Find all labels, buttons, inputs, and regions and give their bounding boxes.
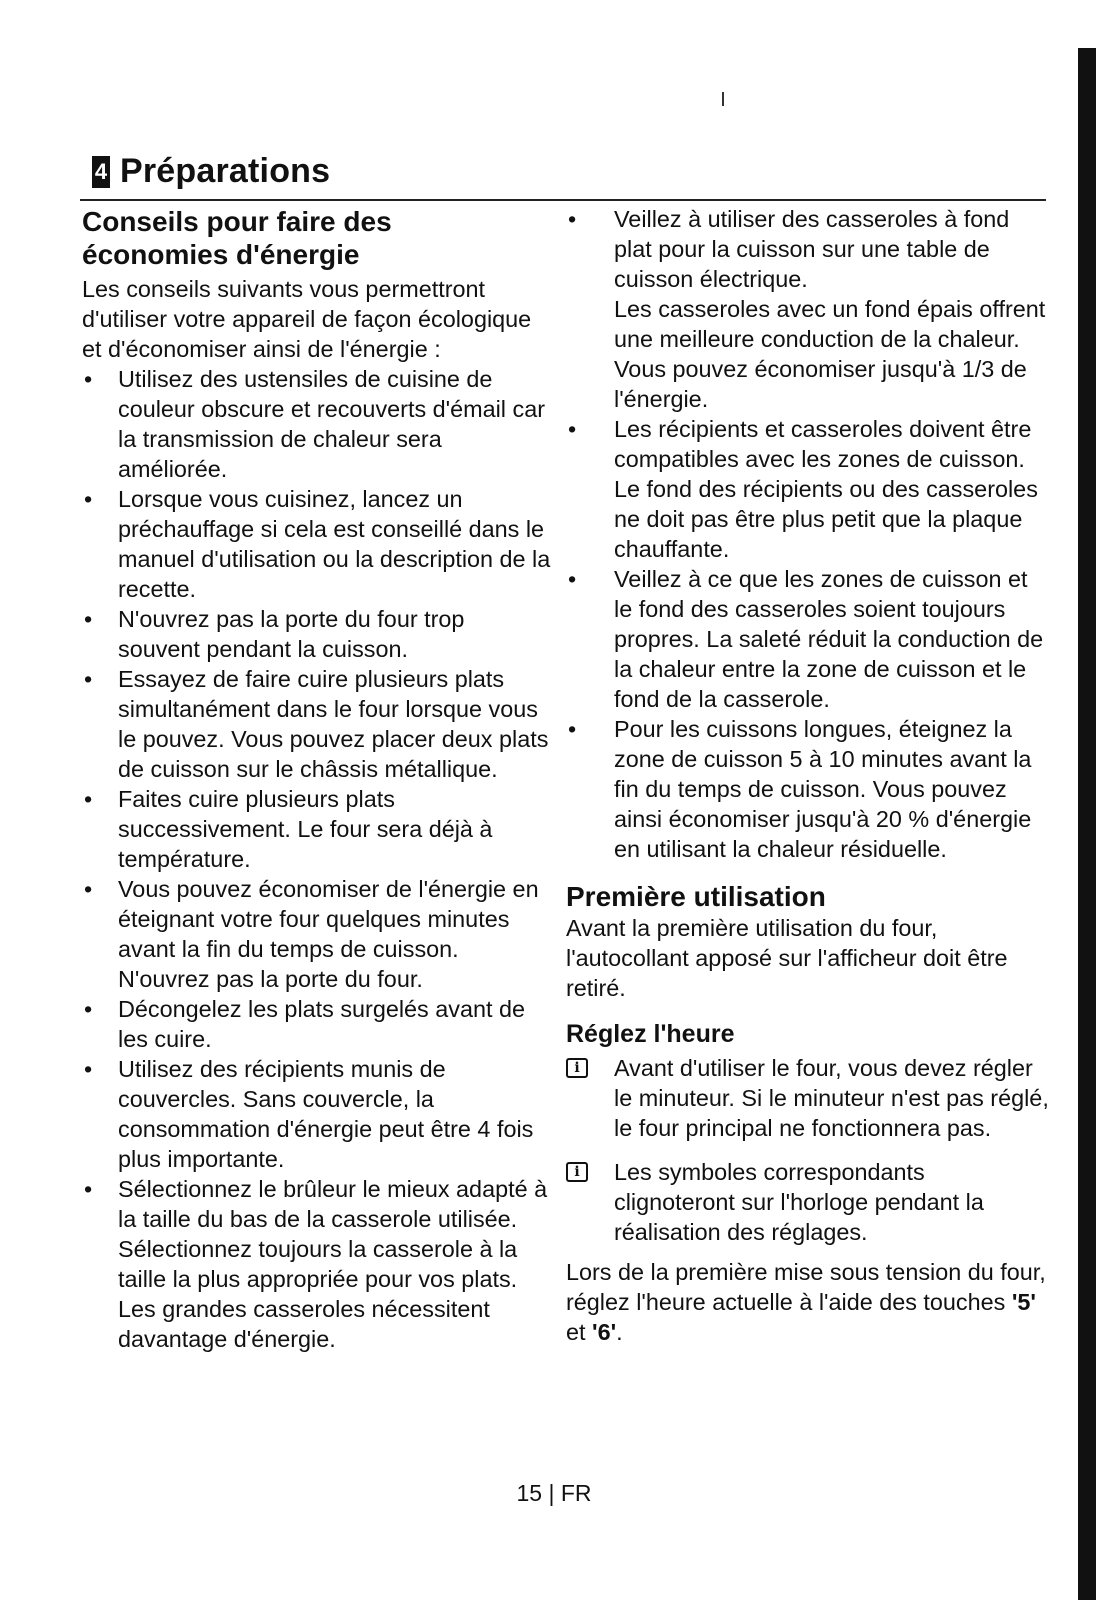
list-item: • Sélectionnez le brûleur le mieux adapté à la taille du bas de la casserole utilisée. Sélectionnez toujours la casserole à la taille la plus appropriée pour vos plats. Les grandes casseroles nécessitent davantage d'énergie. [84,1176,548,1352]
section-heading-energy: Conseils pour faire des économies d'énergie [82,206,392,270]
list-item: • Veillez à ce que les zones de cuisson et le fond des casseroles soient toujours propres. La saleté réduit la conduction de la chaleur entre la zone de cuisson et le fond de la casserole. [568,566,1044,712]
energy-tips-list [82,364,552,1354]
bullet-icon: • [84,1056,93,1082]
chapter-header [92,152,330,191]
info-note: i Les symboles correspondants clignoteront sur l'horloge pendant la réalisation des réglages. [566,1157,1050,1247]
list-item: • Essayez de faire cuire plusieurs plats simultanément dans le four lorsque vous le pouvez. Vous pouvez placer deux plats de cuisson sur le châssis métallique. [84,666,549,782]
list-item: • Vous pouvez économiser de l'énergie en éteignant votre four quelques minutes avant la fin du temps de cuisson. N'ouvrez pas la porte du four. [84,876,539,992]
left-column [82,205,552,1354]
info-note: i Avant d'utiliser le four, vous devez régler le minuteur. Si le minuteur n'est pas réglé, le four principal ne fonctionnera pas. [566,1053,1050,1143]
list-item: • Utilisez des récipients munis de couvercles. Sans couvercle, la consommation d'énergie peut être 4 fois plus importante. [84,1056,534,1172]
info-icon: i [566,1162,588,1182]
cookware-tips-list [566,204,1050,864]
bullet-icon: • [84,366,93,392]
intro-paragraph: Les conseils suivants vous permettront d'utiliser votre appareil de façon écologique et d'économiser ainsi de l'énergie : [82,276,532,362]
bullet-icon: • [84,1176,93,1202]
scan-mark [722,92,724,106]
bullet-icon: • [84,996,93,1022]
right-column [566,204,1050,1347]
bullet-icon: • [568,206,577,232]
list-item: • N'ouvrez pas la porte du four trop souvent pendant la cuisson. [84,606,465,662]
bullet-icon: • [568,716,577,742]
section-heading-clock: Réglez l'heure [566,1020,735,1048]
page-number: 15 | FR [516,1480,592,1506]
list-item: • Décongelez les plats surgelés avant de les cuire. [84,996,525,1052]
list-item: • Utilisez des ustensiles de cuisine de couleur obscure et recouverts d'émail car la transmission de chaleur sera améliorée. [84,366,545,482]
list-item: • Veillez à utiliser des casseroles à fond plat pour la cuisson sur une table de cuisson électrique. Les casseroles avec un fond épais offrent une meilleure conduction de la chaleur. Vous pouvez économiser jusqu'à 1/3 de l'énergie. [568,206,1046,412]
chapter-number-badge: 4 [92,156,110,188]
list-item-extra: Les casseroles avec un fond épais offrent une meilleure conduction de la chaleur. Vous pouvez économiser jusqu'à 1/3 de l'énergie. [614,296,1046,412]
key-label: '6' [592,1319,617,1345]
list-item: • Les récipients et casseroles doivent être compatibles avec les zones de cuisson. Le fond des récipients ou des casseroles ne doit pas être plus petit que la plaque chauffante. [568,416,1038,562]
bullet-icon: • [568,566,577,592]
section-heading-first-use: Première utilisation [566,881,826,912]
info-icon: i [566,1058,588,1078]
bullet-icon: • [568,416,577,442]
bullet-icon: • [84,666,93,692]
bullet-icon: • [84,486,93,512]
list-item: • Pour les cuissons longues, éteignez la zone de cuisson 5 à 10 minutes avant la fin du temps de cuisson. Vous pouvez ainsi économiser jusqu'à 20 % d'énergie en utilisant la chaleur résiduelle. [568,716,1032,862]
list-item: • Faites cuire plusieurs plats successivement. Le four sera déjà à température. [84,786,493,872]
clock-instruction-paragraph: Lors de la première mise sous tension du four, réglez l'heure actuelle à l'aide des touches '5' et '6'. [566,1259,1046,1345]
header-rule [80,199,1046,201]
bullet-icon: • [84,786,93,812]
list-item: • Lorsque vous cuisinez, lancez un préchauffage si cela est conseillé dans le manuel d'utilisation ou la description de la recette. [84,486,551,602]
first-use-paragraph: Avant la première utilisation du four, l'autocollant apposé sur l'afficheur doit être retiré. [566,915,1008,1001]
key-label: '5' [1011,1289,1036,1315]
bullet-icon: • [84,876,93,902]
bullet-icon: • [84,606,93,632]
chapter-title: Préparations [120,152,331,190]
page-edge-bar [1078,48,1096,1600]
